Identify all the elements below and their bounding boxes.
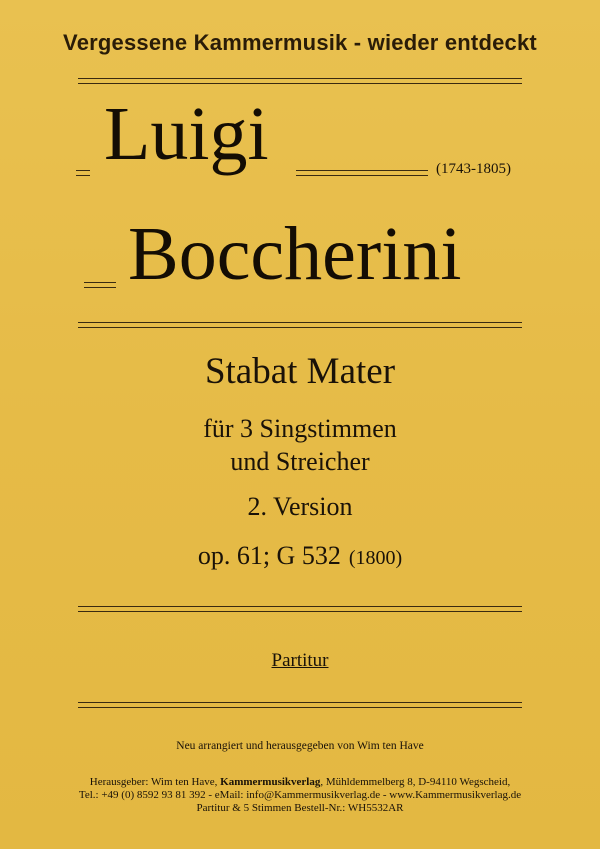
contact-line: Tel.: +49 (0) 8592 93 81 392 - eMail: info@Kammermusikverlag.de - www.Kammermusikverlag.de (78, 789, 522, 801)
work-title: Stabat Mater (204, 351, 396, 392)
composer-dates: (1743-1805) (436, 161, 511, 177)
composer-last-name: Boccherini (128, 212, 462, 296)
publisher-line (0, 776, 600, 789)
first-name-leader-left (76, 170, 90, 176)
arranger-credit: Neu arrangiert und herausgegeben von Wim ten Have (176, 740, 424, 752)
work-catalogue (0, 541, 600, 571)
publisher-prefix: Herausgeber: Wim ten Have, (89, 776, 221, 788)
catalogue-number: op. 61; G 532 (197, 541, 341, 570)
top-divider (78, 78, 522, 84)
first-name-leader-right (296, 170, 428, 176)
scoring-line-1: für 3 Singstimmen (203, 414, 397, 443)
publisher-imprint (0, 776, 600, 815)
composition-year: (1800) (348, 547, 403, 569)
edition-divider (78, 702, 522, 708)
work-scoring (0, 412, 600, 478)
scoring-line-2: und Streicher (230, 447, 370, 476)
publisher-name: Kammermusikverlag (220, 776, 321, 788)
composer-divider (78, 322, 522, 328)
work-version: 2. Version (247, 492, 353, 521)
series-title: Vergessene Kammermusik - wieder entdeckt (63, 30, 537, 55)
work-divider (78, 606, 522, 612)
composer-first-name: Luigi (104, 92, 269, 176)
order-line: Partitur & 5 Stimmen Bestell-Nr.: WH5532AR (196, 802, 404, 814)
last-name-leader-left (84, 282, 116, 288)
publisher-address: , Mühldemmelberg 8, D-94110 Wegscheid, (320, 776, 511, 788)
edition-type: Partitur (271, 650, 329, 671)
